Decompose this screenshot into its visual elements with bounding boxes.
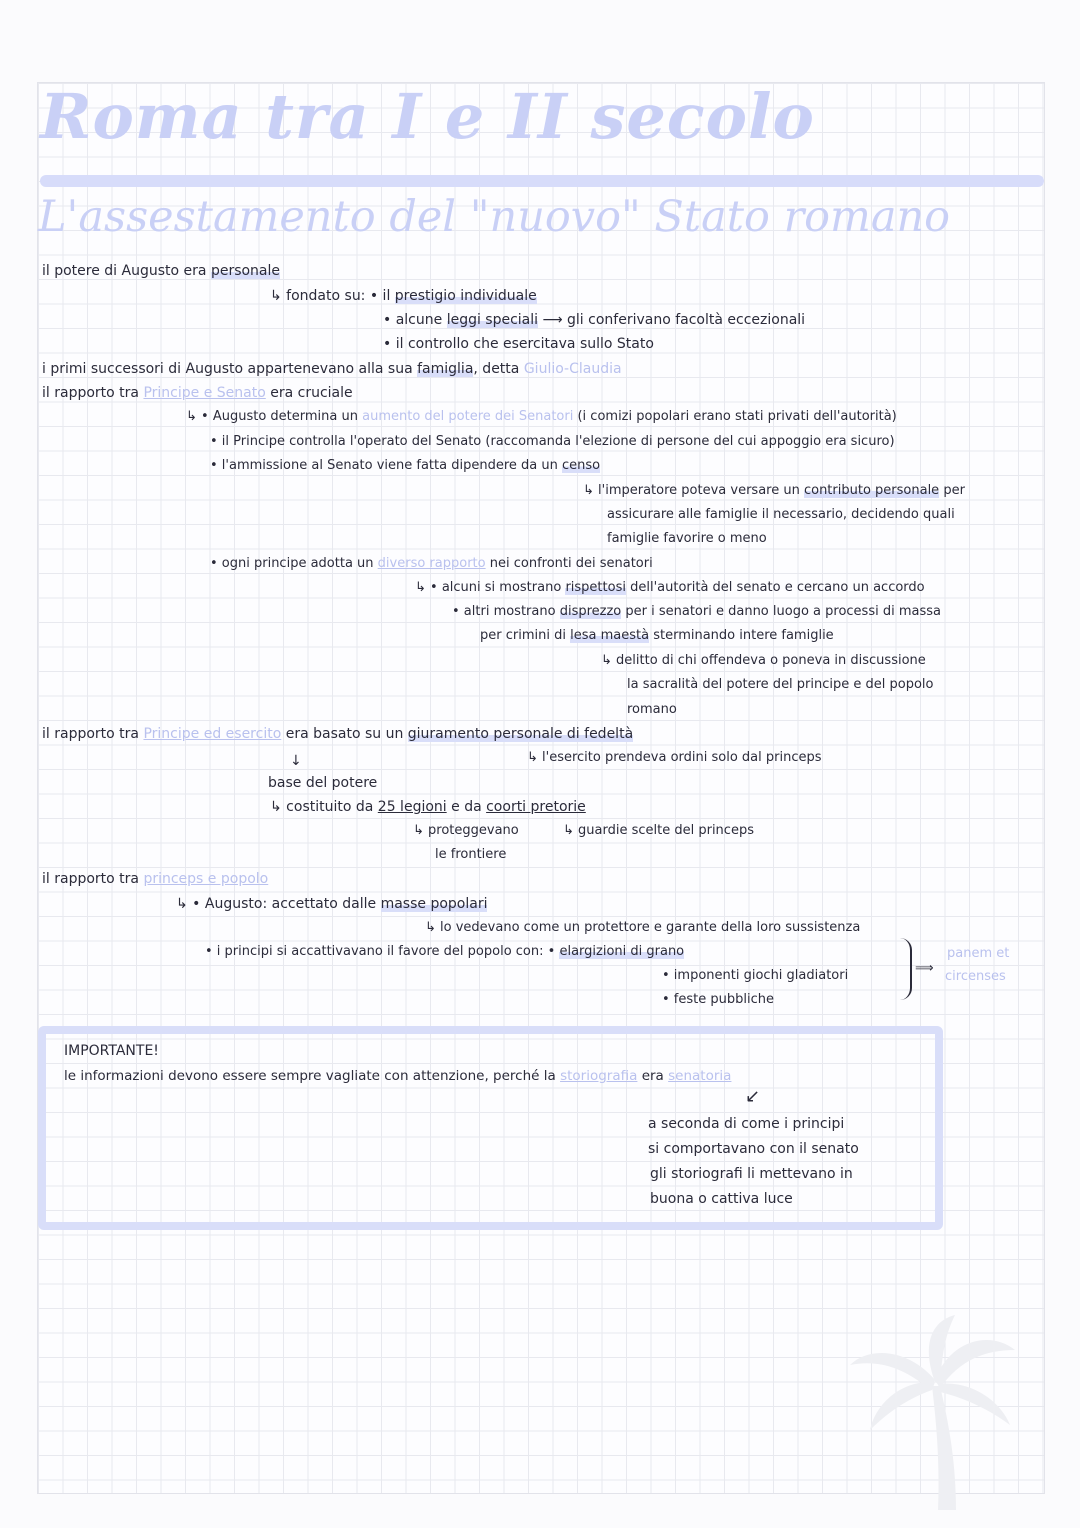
note-line: il rapporto tra Principe e Senato era cruciale <box>42 385 353 401</box>
down-arrow: ↓ <box>290 753 302 769</box>
note-line: ↳ • Augusto: accettato dalle masse popolari <box>176 896 488 912</box>
title-underline <box>40 175 1044 187</box>
note-line: assicurare alle famiglie il necessario, decidendo quali <box>607 507 955 522</box>
note-line: ↳ proteggevano <box>413 823 519 838</box>
box-line: le informazioni devono essere sempre vagliate con attenzione, perché la storiografia era senatoria <box>64 1068 732 1084</box>
note-line: ↳ lo vedevano come un protettore e garante della loro sussistenza <box>425 920 861 935</box>
note-line: ↳ costituito da 25 legioni e da coorti pretorie <box>270 799 586 815</box>
note-line: • altri mostrano disprezzo per i senatori e danno luogo a processi di massa <box>452 604 941 619</box>
box-note: a seconda di come i principi <box>648 1116 845 1132</box>
note-line: panem et <box>947 946 1010 961</box>
note-line: ↳ guardie scelte del princeps <box>563 823 754 838</box>
note-line: ↳ fondato su: • il prestigio individuale <box>270 288 537 304</box>
implies-arrow: ⟹ <box>915 961 934 976</box>
note-line: il rapporto tra princeps e popolo <box>42 871 269 887</box>
palm-tree-icon <box>840 1310 1020 1510</box>
box-arrow: ↙ <box>745 1086 761 1107</box>
note-line: circenses <box>945 969 1006 984</box>
box-note: si comportavano con il senato <box>648 1141 859 1157</box>
note-line: famiglie favorire o meno <box>607 531 767 546</box>
note-line: le frontiere <box>435 847 507 862</box>
note-line: il rapporto tra Principe ed esercito era basato su un giuramento personale di fedeltà <box>42 726 634 742</box>
box-note: buona o cattiva luce <box>650 1191 793 1207</box>
page-title: Roma tra I e II secolo <box>40 80 815 153</box>
note-line: romano <box>627 702 677 717</box>
note-line: • i principi si accattivavano il favore del popolo con: • elargizioni di grano <box>205 944 685 959</box>
note-line: • imponenti giochi gladiatori <box>662 968 849 983</box>
note-line: la sacralità del potere del principe e del popolo <box>627 677 934 692</box>
note-line: ↳ • alcuni si mostrano rispettosi dell'autorità del senato e cercano un accordo <box>415 580 925 595</box>
note-line: ↳ l'imperatore poteva versare un contributo personale per <box>583 483 965 498</box>
grid-paper <box>37 82 1045 1494</box>
note-line: il potere di Augusto era personale <box>42 263 281 279</box>
right-brace <box>900 938 912 1000</box>
note-line: ↳ • Augusto determina un aumento del potere dei Senatori (i comizi popolari erano stati privati dell'autorità) <box>186 409 897 424</box>
note-line: • il Principe controlla l'operato del Senato (raccomanda l'elezione di persone del cui appoggio era sicuro) <box>210 434 895 449</box>
note-line: base del potere <box>268 775 378 791</box>
note-line: per crimini di lesa maestà sterminando intere famiglie <box>480 628 834 643</box>
note-line: • alcune leggi speciali ⟶ gli conferivano facoltà eccezionali <box>383 312 806 328</box>
page-subtitle: L'assestamento del "nuovo" Stato romano <box>38 192 951 242</box>
note-line: • il controllo che esercitava sullo Stato <box>383 336 654 352</box>
note-line: • ogni principe adotta un diverso rapporto nei confronti dei senatori <box>210 556 653 571</box>
note-line: • l'ammissione al Senato viene fatta dipendere da un censo <box>210 458 601 473</box>
note-line: i primi successori di Augusto appartenevano alla sua famiglia, detta Giulio-Claudia <box>42 361 622 377</box>
note-line: • feste pubbliche <box>662 992 774 1007</box>
box-title: IMPORTANTE! <box>64 1043 159 1059</box>
box-note: gli storiografi li mettevano in <box>650 1166 853 1182</box>
note-line: ↳ delitto di chi offendeva o poneva in discussione <box>601 653 926 668</box>
note-line: ↳ l'esercito prendeva ordini solo dal princeps <box>527 750 822 765</box>
